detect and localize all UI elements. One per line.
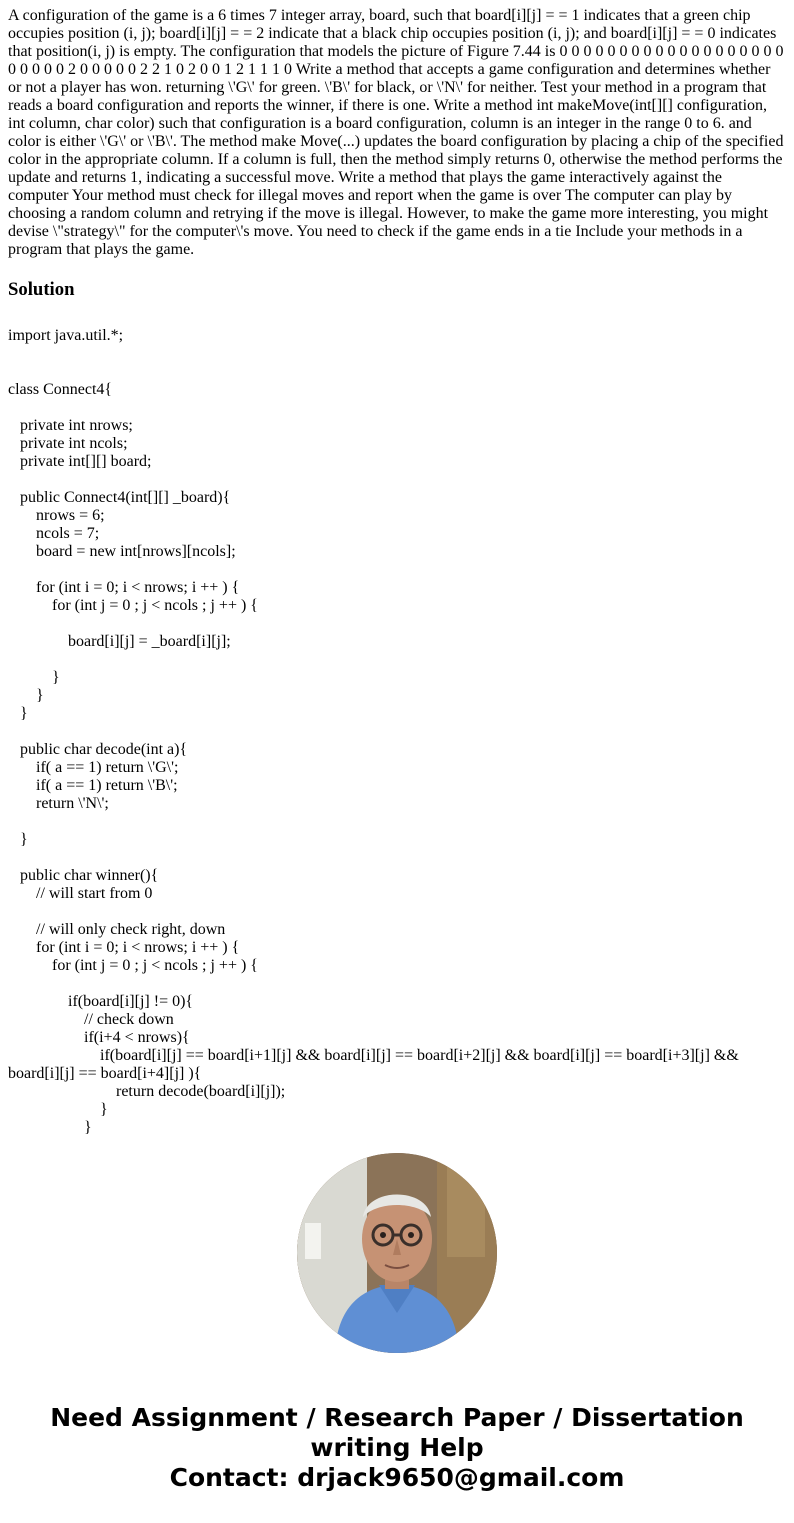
- code-line: [8, 399, 786, 417]
- code-line: [8, 975, 786, 993]
- code-line: if(board[i][j] != 0){: [8, 993, 194, 1010]
- code-line: }: [8, 1119, 92, 1136]
- code-line: [8, 561, 786, 579]
- code-line: return decode(board[i][j]);: [8, 1083, 286, 1100]
- code-line: if(board[i][j] == board[i+1][j] && board[i][j] == board[i+2][j] && board[i][j] == board[i+3][j] && board[i][j] == board[i+4][j] ){: [8, 1047, 743, 1082]
- code-line: public Connect4(int[][] _board){: [8, 489, 231, 506]
- code-line: }: [8, 687, 44, 704]
- code-line: [8, 723, 786, 741]
- code-line: [8, 651, 786, 669]
- code-line: if( a == 1) return \'B\';: [8, 777, 178, 794]
- code-line: if( a == 1) return \'G\';: [8, 759, 179, 776]
- code-line: public char decode(int a){: [8, 741, 188, 758]
- code-line: }: [8, 669, 60, 686]
- code-line: import java.util.*;: [8, 327, 124, 344]
- solution-code: [8, 327, 786, 1152]
- contact-banner: [0, 1403, 794, 1493]
- code-line: [8, 615, 786, 633]
- cta-line-2: writing Help: [310, 1433, 484, 1462]
- code-line: // will start from 0: [8, 885, 153, 902]
- code-line: [8, 813, 786, 831]
- code-line: for (int j = 0 ; j < ncols ; j ++ ) {: [8, 597, 258, 614]
- code-line: }: [8, 1101, 108, 1118]
- code-line: [8, 471, 786, 489]
- contact-email: Contact: drjack9650@gmail.com: [169, 1463, 625, 1492]
- code-line: board[i][j] = _board[i][j];: [8, 633, 231, 650]
- code-line: class Connect4{: [8, 381, 113, 398]
- question-text: A configuration of the game is a 6 times 7 integer array, board, such that board[i][j] = = 1 indicates that a green chip occupies position (i, j); board[i][j] = = 2 indicate that a black chip occupies position (i, j); and board[i][j] = = 0 indicates that position(i, j) is empty. The configuration that models the picture of Figure 7.44 is 0 0 0 0 0 0 0 0 0 0 0 0 0 0 0 0 0 0 0 0 0 0 0 0 2 0 0 0 0 0 2 2 1 0 2 0 0 1 2 1 1 1 0 Write a method that accepts a game configuration and determines whether or not a player has won. returning \'G\' for green. \'B\' for black, or \'N\' for neither. Test your method in a program that reads a board configuration and reports the winner, if there is one. Write a method int makeMove(int[][] configuration, int column, char color) such that configuration is a board configuration, column is an integer in the range 0 to 6. and color is either \'G\' or \'B\'. The method make Move(...) updates the board configuration by placing a chip of the specified color in the appropriate column. If a column is full, then the method simply returns 0, otherwise the method performs the update and returns 1, indicating a successful move. Write a method that plays the game interactively against the computer Your method must check for illegal moves and report when the game is over The computer can play by choosing a random column and retrying if the move is illegal. However, to make the game more interesting, you might devise \"strategy\" for the computer\'s move. You need to check if the game ends in a tie Include your methods in a program that plays the game.: [8, 7, 784, 258]
- cta-line-1: Need Assignment / Research Paper / Dissertation: [50, 1403, 744, 1432]
- code-line: for (int i = 0; i < nrows; i ++ ) {: [8, 939, 240, 956]
- code-line: [8, 903, 786, 921]
- code-line: ncols = 7;: [8, 525, 100, 542]
- code-line: for (int j = 0 ; j < ncols ; j ++ ) {: [8, 957, 258, 974]
- solution-heading: Solution: [8, 279, 75, 300]
- code-line: private int[][] board;: [8, 453, 152, 470]
- code-line: return \'N\';: [8, 795, 109, 812]
- code-line: }: [8, 705, 28, 722]
- code-line: [8, 849, 786, 867]
- code-line: board = new int[nrows][ncols];: [8, 543, 236, 560]
- page-content: [8, 7, 786, 1152]
- code-line: public char winner(){: [8, 867, 159, 884]
- code-line: private int ncols;: [8, 435, 128, 452]
- person-photo-icon: [297, 1153, 497, 1353]
- code-line: // will only check right, down: [8, 921, 226, 938]
- author-avatar: [297, 1153, 497, 1353]
- code-line: }: [8, 831, 28, 848]
- code-line: for (int i = 0; i < nrows; i ++ ) {: [8, 579, 240, 596]
- code-line: // check down: [8, 1011, 174, 1028]
- code-line: [8, 363, 786, 381]
- code-line: nrows = 6;: [8, 507, 105, 524]
- code-line: [8, 345, 786, 363]
- code-line: private int nrows;: [8, 417, 133, 434]
- code-line: if(i+4 < nrows){: [8, 1029, 190, 1046]
